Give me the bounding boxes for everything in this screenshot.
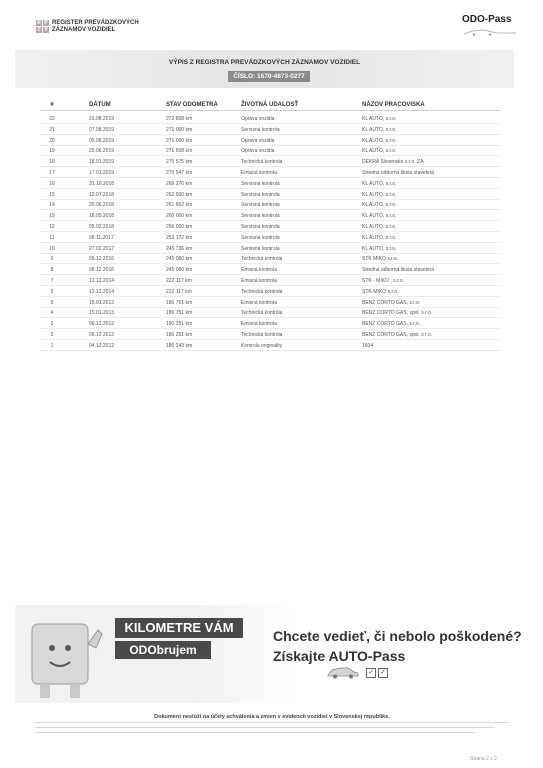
row-workshop: KL AUTO, s.r.o.: [362, 116, 397, 122]
row-event: Emisná kontrola: [241, 321, 277, 328]
table-row: [40, 222, 500, 232]
row-event: Emisná kontrola: [241, 170, 277, 176]
logo-letter: V: [44, 27, 48, 33]
table-row: [40, 330, 500, 340]
row-date: 27.02.2017: [89, 245, 115, 252]
col-header-date: DÁTUM: [89, 102, 111, 108]
row-date: 17.01.2019: [89, 170, 115, 176]
row-date: 06.12.2012: [89, 321, 115, 328]
row-event: Servisná kontrola: [241, 234, 280, 241]
row-event: Technická kontrola: [241, 310, 283, 317]
row-odometer: 271 000 km: [166, 126, 193, 133]
row-workshop: KL AUTO, s.r.o.: [362, 126, 397, 133]
col-header-odometer: STAV ODOMETRA: [166, 102, 218, 108]
row-number: 20: [49, 137, 55, 144]
row-odometer: 261 662 km: [166, 202, 193, 209]
row-odometer: 272 898 km: [166, 116, 193, 122]
row-divider: [40, 350, 500, 351]
row-number: 17: [49, 170, 55, 176]
row-event: Servisná kontrola: [241, 126, 280, 133]
row-date: 06.12.2012: [89, 332, 115, 338]
row-event: Oprava vozidla: [241, 148, 275, 155]
row-odometer: 253 172 km: [166, 234, 193, 241]
registry-name: [52, 20, 139, 34]
row-odometer: 180 243 km: [166, 342, 193, 349]
row-odometer: 180 251 km: [166, 321, 193, 328]
row-workshop: Stredná odborná škola stavebná: [362, 170, 434, 176]
row-workshop: Stredná odborná škola stavebná: [362, 267, 434, 274]
row-event: Servisná kontrola: [241, 213, 280, 220]
row-workshop: BENZ CORTO GAS, spol. s r.o.: [362, 332, 433, 338]
col-header-workshop: NÁZOV PRACOVISKA: [362, 102, 425, 108]
row-number: 5: [50, 299, 54, 306]
row-workshop: DEKRA Slovensko s.r.o. ZA: [362, 159, 424, 166]
row-date: 04.12.2012: [89, 342, 115, 349]
row-odometer: 222 117 km: [166, 288, 192, 295]
row-event: Servisná kontrola: [241, 224, 280, 230]
row-number: 2: [50, 332, 54, 338]
row-workshop: BENZ CORTO GAS, spol. s r.o.: [362, 310, 433, 317]
logo-letter: R: [37, 20, 41, 26]
row-odometer: 245 736 km: [166, 245, 193, 252]
row-date: 18.01.2019: [89, 159, 115, 166]
banner-slogan-line1: KILOMETRE VÁM: [115, 618, 243, 638]
row-number: 4: [50, 310, 54, 317]
row-date: 20.06.2018: [89, 202, 115, 209]
row-odometer: 271 000 km: [166, 137, 193, 144]
row-workshop: KL AUTO, s.r.o.: [362, 137, 397, 144]
registry-name-line2: ZÁZNAMOV VOZIDIEL: [52, 27, 116, 33]
table-row: [40, 233, 500, 243]
row-workshop: BENZ CORTO GAS, s.r.o.: [362, 321, 421, 328]
row-event: Technická kontrola: [241, 332, 283, 338]
row-event: Servisná kontrola: [241, 180, 280, 187]
row-date: 08.11.2017: [89, 234, 114, 241]
col-header-event: ŽIVOTNÁ UDALOSŤ: [241, 102, 298, 108]
row-event: Oprava vozidla: [241, 116, 275, 122]
row-event: Emisná kontrola: [241, 299, 277, 306]
table-row: [40, 125, 500, 135]
row-number: 12: [49, 224, 55, 230]
table-row: [40, 211, 500, 221]
row-number: 6: [50, 288, 54, 295]
row-date: 23.08.2019: [89, 116, 115, 122]
row-date: 08.12.2016: [89, 267, 115, 274]
registry-name-line1: REGISTER PREVÁDZKOVÝCH: [52, 20, 139, 26]
row-odometer: 180 751 km: [166, 299, 193, 306]
table-row: [40, 200, 500, 210]
row-number: 10: [49, 245, 55, 252]
row-date: 15.01.2013: [89, 310, 115, 317]
row-odometer: 180 751 km: [166, 310, 193, 317]
row-date: 31.10.2018: [89, 180, 115, 187]
row-event: Kontrola originality: [241, 342, 283, 349]
row-date: 15.01.2013: [89, 299, 115, 306]
row-odometer: 180 251 km: [166, 332, 193, 338]
row-number: 13: [49, 213, 55, 220]
row-date: 09.12.2016: [89, 256, 115, 263]
row-number: 16: [49, 180, 55, 187]
footer-fine-print: [35, 722, 509, 742]
row-odometer: 270 547 km: [166, 170, 193, 176]
row-event: Emisná kontrola: [241, 267, 277, 274]
row-event: Technická kontrola: [241, 288, 283, 295]
table-row: [40, 341, 500, 351]
row-number: 22: [49, 116, 55, 122]
row-workshop: KL AUTO, s.r.o.: [362, 224, 397, 230]
row-number: 18: [49, 159, 55, 166]
row-workshop: STK-MIKO s.r.o.: [362, 288, 399, 295]
row-date: 05.02.2018: [89, 224, 115, 230]
row-number: 19: [49, 148, 55, 155]
row-workshop: KL AUTO, s.r.o.: [362, 202, 397, 209]
row-date: 18.05.2018: [89, 213, 115, 220]
row-workshop: BENZ CORTO GAS, s.r.o.: [362, 299, 421, 306]
page-number: Strana 2 z 2: [470, 756, 497, 762]
row-number: 14: [49, 202, 55, 209]
document-number: ČÍSLO: 1670-4873-0277: [228, 71, 310, 82]
row-number: 1: [50, 342, 54, 349]
row-number: 11: [49, 234, 55, 241]
row-odometer: 271 508 km: [166, 148, 193, 155]
row-workshop: KL AUTO, s.r.o.: [362, 245, 397, 252]
logo-letter: P: [44, 20, 48, 26]
table-row: [40, 319, 500, 329]
checkbox-icon: ✓: [366, 668, 376, 678]
row-workshop: KL AUTO, s.r.o.: [362, 191, 397, 198]
row-workshop: 1604: [362, 342, 374, 349]
table-row: [40, 308, 500, 318]
col-header-num: #: [50, 102, 54, 108]
table-row: [40, 157, 500, 167]
row-number: 8: [50, 267, 54, 274]
title-band: [15, 50, 514, 88]
row-odometer: 262 500 km: [166, 191, 193, 198]
row-date: 12.12.2014: [89, 278, 115, 284]
row-event: Servisná kontrola: [241, 245, 280, 252]
row-workshop: STK MIKO s.r.o.: [362, 256, 399, 263]
row-odometer: 245 080 km: [166, 256, 193, 263]
row-date: 13.07.2018: [89, 191, 115, 198]
row-odometer: 256 000 km: [166, 224, 193, 230]
table-row: [40, 298, 500, 308]
footer-notice: Dokument neslúži na účely schválenia a zmien v evidencii vozidiel v Slovenskej republike.: [154, 714, 390, 720]
table-row: [40, 276, 500, 286]
table-row: [40, 244, 500, 254]
document-title: VÝPIS Z REGISTRA PREVÁDZKOVÝCH ZÁZNAMOV VOZIDIEL: [168, 59, 361, 66]
row-date: 29.06.2019: [89, 148, 115, 155]
table-row: [40, 254, 500, 264]
row-date: 12.12.2014: [89, 288, 115, 295]
mascot-icon: [26, 614, 110, 700]
row-event: Technická kontrola: [241, 256, 283, 263]
table-row: [40, 168, 500, 178]
table-row: [40, 287, 500, 297]
table-row: [40, 265, 500, 275]
logo-letter: Z: [37, 27, 41, 33]
row-workshop: KL AUTO, s.r.o.: [362, 180, 397, 187]
row-number: 3: [50, 321, 54, 328]
odo-pass-logo: ODO-Pass: [462, 14, 512, 25]
row-event: Technická kontrola: [241, 159, 283, 166]
car-icon: [326, 665, 360, 679]
header-divider: [40, 110, 500, 111]
row-event: Emisná kontrola: [241, 278, 277, 284]
row-date: 05.08.2019: [89, 137, 115, 144]
registry-logo: [36, 20, 49, 33]
row-number: 21: [49, 126, 55, 133]
checkbox-icon: ✓: [378, 668, 388, 678]
row-workshop: KL AUTO, s.r.o.: [362, 213, 397, 220]
table-row: [40, 114, 500, 124]
row-workshop: KL AUTO, s.r.o.: [362, 234, 397, 241]
row-odometer: 260 000 km: [166, 213, 193, 220]
row-workshop: STK - MIKO , s.r.o.: [362, 278, 404, 284]
row-number: 9: [50, 256, 54, 263]
car-logo-icon: [462, 28, 518, 36]
row-event: Servisná kontrola: [241, 191, 280, 198]
table-row: [40, 136, 500, 146]
row-odometer: 222 117 km: [166, 278, 192, 284]
row-number: 15: [49, 191, 55, 198]
row-odometer: 270 575 km: [166, 159, 193, 166]
row-date: 07.08.2019: [89, 126, 115, 133]
row-workshop: KL AUTO, s.r.o.: [362, 148, 397, 155]
row-number: 7: [50, 278, 54, 284]
table-row: [40, 179, 500, 189]
row-event: Servisná kontrola: [241, 202, 280, 209]
banner-question: Chcete vedieť, či nebolo poškodené?: [273, 628, 522, 644]
banner-slogan-line2: ODObrujem: [115, 641, 211, 659]
table-row: [40, 190, 500, 200]
row-odometer: 269 276 km: [166, 180, 193, 187]
table-row: [40, 146, 500, 156]
row-event: Oprava vozidla: [241, 137, 275, 144]
banner-cta[interactable]: Získajte AUTO-Pass: [273, 648, 406, 664]
row-odometer: 245 080 km: [166, 267, 193, 274]
